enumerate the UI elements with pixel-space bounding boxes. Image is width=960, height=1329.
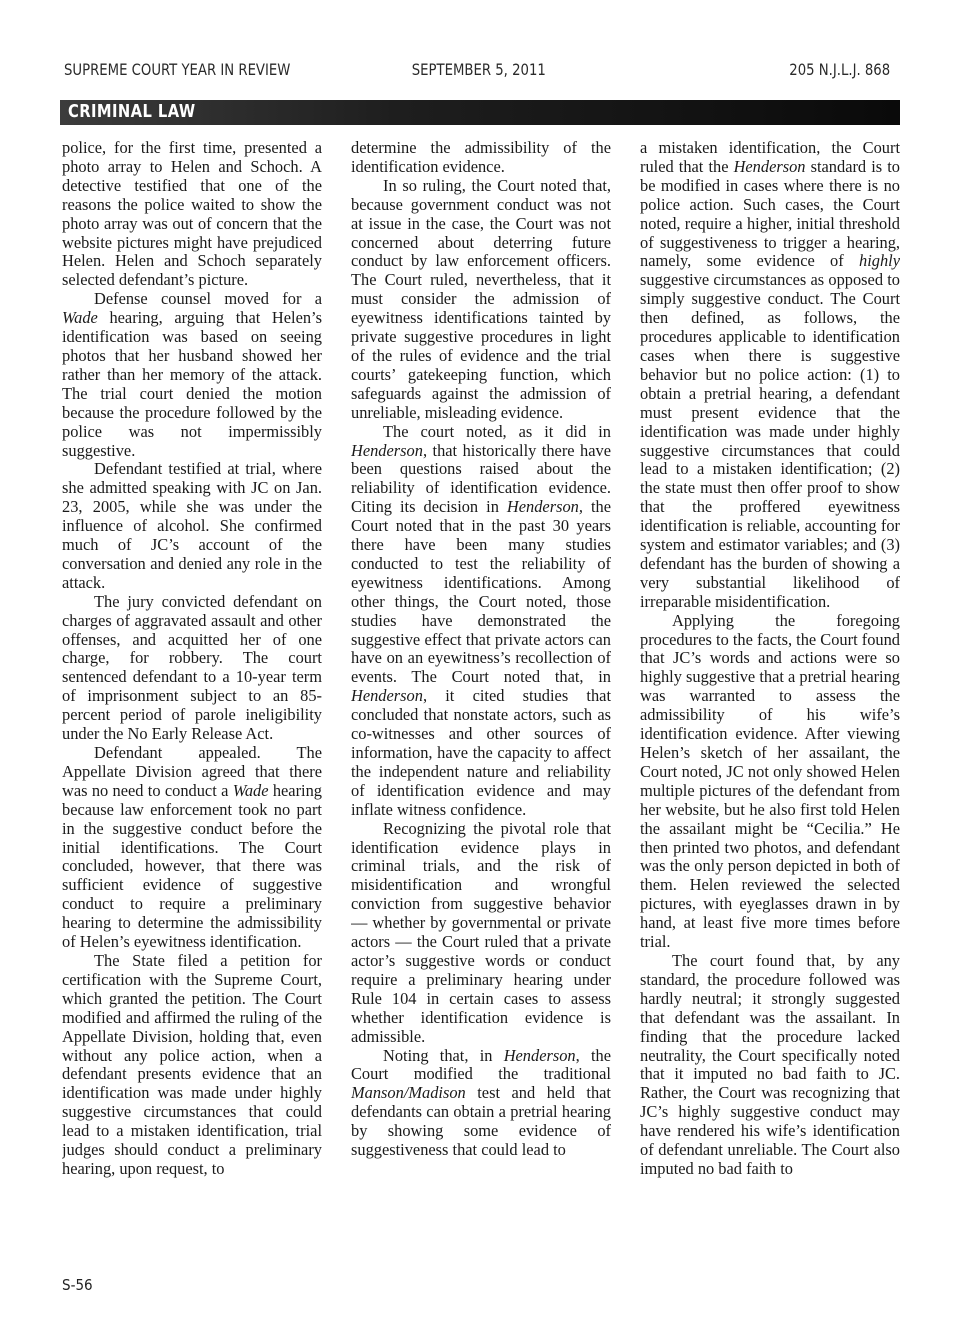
article-column-3 (640, 139, 900, 1261)
italic-case-name: highly (859, 251, 900, 271)
italic-case-name: Wade (232, 780, 269, 800)
body-paragraph (351, 139, 611, 177)
text-run: Applying the foregoing procedures to the facts, the Court found that JC’s words and actions were so highly suggestive that a pretrial hearing was warranted to assess the admissibility of his wife’s identification evidence. After viewing Helen’s sketch of her assailant, the Court noted, JC not only showed Helen multiple pictures of the defendant from her website, but he also first told Helen the assailant might be “Cecilia.” He then printed two photos, and defendant was the only person depicted in both of them. Helen reviewed the selected pictures, with eyeglasses drawn in by hand, at least five more times before trial. (640, 610, 900, 952)
body-paragraph (351, 820, 611, 1047)
body-paragraph (640, 612, 900, 952)
text-run: determine the admissibility of the identification evidence. (351, 139, 611, 176)
text-run: In so ruling, the Court noted that, because government conduct was not at issue in the case, the Court was not concerned about deterring future conduct by law enforcement officers. The Court ruled, nevertheless, that it must consider the admission of eyewitness identifications tainted by private suggestive procedures in light of the rules of evidence and the trial courts’ gatekeeping function, which safeguards against the admission of unreliable, misleading evidence. (351, 175, 611, 422)
text-run: Recognizing the pivotal role that identification evidence plays in criminal trials, and the risk of misidentification and wrongful conviction from suggestive behavior — whether by governmental or private actors — the Court ruled that a private actor’s suggestive words or conduct require a preliminary hearing under Rule 104 in certain cases to assess whether identification evidence is admissible. (351, 818, 611, 1046)
text-run: The State filed a petition for certification with the Supreme Court, which granted the petition. The Court modified and affirmed the ruling of the Appellate Division, holding that, even without any police action, when a defendant presents evidence that an identification was made under highly suggestive circumstances that could lead to a mistaken identification, trial judges should conduct a preliminary hearing, upon request, to (62, 950, 322, 1178)
body-paragraph (351, 423, 611, 820)
italic-case-name: Henderson (503, 1045, 576, 1065)
text-run: The jury convicted defendant on charges of aggravated assault and other offenses, and acquitted her of one charge, for robbery. The court sentenced defendant to a 10-year term of imprisonment subject to an 85-percent period of parole ineligibility under the No Early Release Act. (62, 591, 322, 744)
body-paragraph (62, 290, 322, 460)
body-paragraph (351, 177, 611, 423)
body-paragraph (62, 952, 322, 1179)
body-paragraph (640, 952, 900, 1179)
text-run: Defendant testified at trial, where she admitted speaking with JC on Jan. 23, 2005, while she was under the influence of alcohol. She confirmed much of JC’s account of the conversation and denied any role in the attack. (62, 459, 322, 592)
body-paragraph (62, 593, 322, 744)
text-run: , the Court modified the traditional (351, 1045, 611, 1084)
text-run: standard is to be modified in cases where there is no police action. Such cases, the Court noted, require a higher, initial threshold of suggestiveness to trigger a hearing, namely, some evidence of (640, 156, 900, 271)
issue-date: SEPTEMBER 5, 2011 (411, 60, 546, 79)
article-column-2 (351, 139, 611, 1261)
text-run: The court found that, by any standard, the procedure followed was hardly neutral; it strongly suggested that defendant was the assailant. In finding that the procedure lacked neutrality, the Court specifically noted that it imputed no bad faith to JC. Rather, the Court was recognizing that JC’s highly suggestive conduct may have rendered his wife’s identification of defendant unreliable. The Court also imputed no bad faith to (640, 950, 900, 1178)
italic-case-name: Henderson (733, 156, 806, 176)
page-number: S-56 (62, 1276, 93, 1294)
body-paragraph (640, 139, 900, 612)
text-run: hearing because law enforcement took no part in the suggestive conduct before the initial identifications. The Court concluded, however, that there was sufficient evidence of suggestive conduct to require a preliminary hearing to determine the admissibility of Helen’s eyewitness identification. (62, 780, 322, 952)
body-paragraph (62, 460, 322, 592)
running-header (64, 60, 891, 84)
text-run: police, for the first time, presented a photo array to Helen and Schoch. A detective testified that one of the reasons the police waited to show the photo array was out of concern that the website pictures might have prejudiced Helen. Helen and Schoch separately selected defendant’s picture. (62, 139, 322, 290)
text-run: a mistaken identification, the Court ruled that the (640, 139, 900, 176)
italic-case-name: Henderson (351, 440, 423, 460)
body-paragraph (351, 1047, 611, 1160)
text-run: test and held that defendants can obtain a pretrial hearing by showing some evidence of suggestiveness that could lead to (351, 1083, 611, 1160)
text-run: Defense counsel moved for a (94, 289, 322, 309)
body-paragraph (62, 744, 322, 952)
italic-case-name: Henderson, (506, 497, 583, 517)
text-run: the Court noted that in the past 30 years there have been many studies conducted to test the reliability of eyewitness identifications. Among other things, the Court noted, those studies have demonstrated the suggestive effect that private actors can have on an eyewitness’s recollection of events. The Court noted that, in (351, 497, 611, 687)
citation: 205 N.J.L.J. 868 (789, 60, 891, 79)
publication-title: SUPREME COURT YEAR IN REVIEW (64, 60, 291, 79)
text-run: suggestive circumstances as opposed to simply suggestive conduct. The Court then defined, as follows, the procedures applicable to identification cases when there is suggestive behavior but no police action: (1) to obtain a pretrial hearing, a defendant must present evidence that the identification was made under highly suggestive circumstances that could lead to a mistaken identification; (2) the state must then offer proof to show that the proffered eyewitness identification is reliable, accounting for system and estimator variables; and (3) defendant has the burden of showing a very substantial likelihood of irreparable misidentification. (640, 270, 900, 611)
italic-case-name: Manson/Madison (351, 1083, 466, 1103)
section-title: CRIMINAL LAW (68, 101, 196, 122)
italic-case-name: Wade (62, 308, 98, 328)
text-run: , it cited studies that concluded that nonstate actors, such as co-witnesses and other sources of information, have the capacity to affect the independent nature and reliability of identification evidence and may inflate witness confidence. (351, 686, 611, 819)
text-run: hearing, arguing that Helen’s identification was based on seeing photos that her husband showed her rather than her memory of the attack. The trial court denied the motion because the procedure followed by the police was not impermissibly suggestive. (62, 308, 322, 460)
text-run: Noting that, in (383, 1045, 504, 1065)
section-banner (60, 100, 900, 125)
italic-case-name: Henderson (351, 686, 423, 706)
body-paragraph (62, 139, 322, 290)
text-run: , that historically there have been questions raised about the reliability of identification evidence. Citing its decision in (351, 440, 611, 517)
text-run: The court noted, as it did in (383, 421, 611, 441)
article-column-1 (62, 139, 322, 1261)
text-run: Defendant appealed. The Appellate Division agreed that there was no need to conduct a (62, 743, 322, 800)
